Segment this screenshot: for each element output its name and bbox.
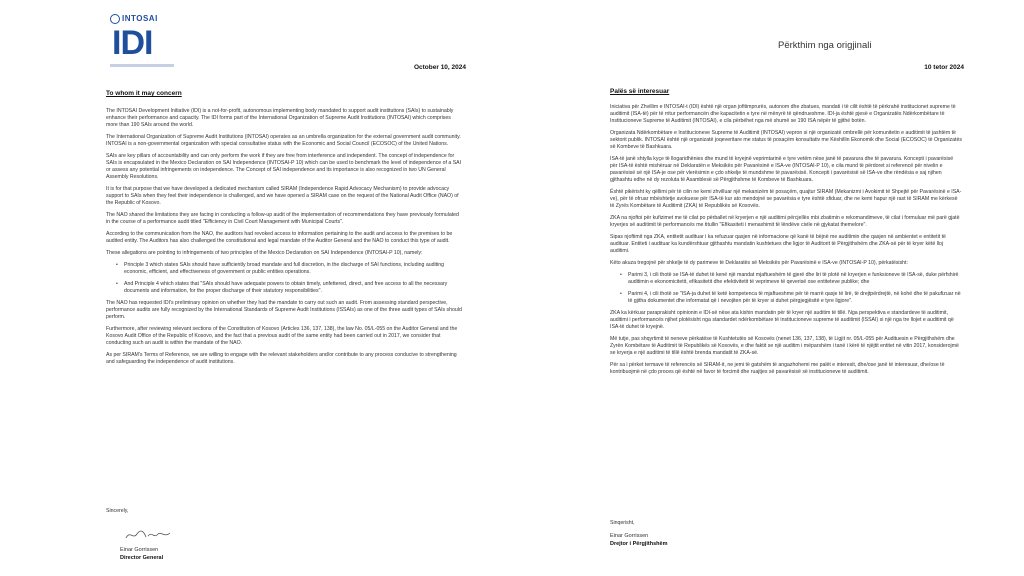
signer-name: Einar Gorrissen (120, 547, 159, 553)
letter-closing: Sinqerisht, (610, 520, 635, 526)
body-paragraph: Furthermore, after reviewing relevant sections of the Constitution of Kosovo (Articles 136, 137, 138), the law No. 05/L-055 on the Auditor General and the Kosovo Audit Office of the Republic of Kosovo, and the fact that a previous audit of the same entity had been carried out in 2017, we consider that conducting such an audit is within the mandate of the NAO. (106, 326, 458, 346)
signer-title: Drejtor i Përgjithshëm (610, 541, 668, 547)
translated-letter-page (590, 0, 974, 576)
logo-wordmark-top: INTOSAI (122, 14, 158, 23)
letter-date: October 10, 2024 (413, 64, 466, 71)
body-paragraph: Për sa i përket termave të referencës së SIRAM-it, ne jemi të gatshëm të angazhohemi me palët e interesit, dhe/ose janë të interesuar, dhe/ose të kontribuojmë në çdo proces që është në favor të forcimit dhe ruajtjes së pavarësisë së institucioneve të auditimit. (610, 362, 945, 375)
body-paragraph: ISA-të janë shtylla kyçe të llogaridhënies dhe mund të kryejnë veprimtarinë e tyre vetëm nëse janë të pavarura dhe të pavarura. Koncepti i pavarësisë për ISA-të është mishëruar në Deklaratën e Meksikës për Pavarësinë e ISA-ve (INTOSAI-P 10), e cila mund të përdoret si referencë për nivelin e pavarësisë së një ISA-je ose për vlerësimin e çdo shkelje të mundshme të pavarësisë. Koncepti i pavarësisë së ISA-ve dhe rëndësia e saj njihen gjithashtu edhe në dy rezoluta të Asamblesë së Përgjithshme të Kombeve të Bashkuara. (610, 156, 954, 183)
body-paragraph: The International Organization of Supreme Audit Institutions (INTOSAI) operates as an umbrella organization for the external government audit community. INTOSAI is a non-governmental organization with special consultative status with the Economic and Social Council (ECOSOC) of the United Nations. (106, 134, 461, 147)
signer-block (120, 546, 163, 562)
body-paragraph: SAIs are key pillars of accountability and can only perform the work if they are free from interference and independent. The concept of independence for SAIs is encapsulated in the Mexico Declaration on SAI Independence (INTOSAI-P 10) which can be used to benchmark the level of independence of a SAI or assess any potential infringements on independence. The Concept of SAI independence and its importance is also recognized in two UN General Assembly Resolutions. (106, 153, 462, 180)
body-paragraph: It is for that purpose that we have developed a dedicated mechanism called SIRAM (Independence Rapid Advocacy Mechanism) to provide advocacy support to SAIs when they feel their independence is challenged, and we have opened a SIRAM case on the request of the National Audit Office (NAO) of the Republic of Kosovo. (106, 186, 459, 206)
body-paragraph: The NAO has requested IDI's preliminary opinion on whether they had the mandate to carry out such an audit. From assessing standard perspective, performance audits are fully recognized by the International Standards of Supreme Audit Institutions (ISSAIs) as one of the three audit types of SAIs should perform. (106, 300, 462, 320)
letter-body (106, 108, 462, 371)
logo-wordmark: IDI (112, 24, 153, 62)
body-paragraph: The INTOSAI Development Initiative (IDI) is a not-for-profit, autonomous implementing body mandated to support audit institutions (SAIs) to sustainably enhance their performance and capacity. The IDI forms part of the International Organization of Supreme Audit Institutions (INTOSAI) which comprises more than 190 SAIs around the world. (106, 108, 454, 128)
logo-tagline-bar (110, 64, 174, 67)
letter-salutation: To whom it may concern (106, 90, 182, 97)
body-paragraph: These allegations are pointing to infringements of two principles of the Mexico Declaration on SAI Independence (INTOSAI-P 10), namely: (106, 250, 423, 256)
body-paragraph: Iniciativa për Zhvillim e INTOSAI-t (IDI) është një organ jofitimprurës, autonom dhe zbatues, mandati i të cilit është të përkrahë institucionet supreme të auditimit (ISA-të) për të rritur performancën dhe kapacitetin e tyre në mënyrë të qëndrueshme. IDI-ja është pjesë e Organizatës Ndërkombëtare të Institucioneve Supreme të Auditimit (INTOSAI), e cila përbëhet nga më shumë se 190 ISA nëpër të gjithë botën. (610, 104, 956, 124)
body-paragraph: Organizata Ndërkombëtare e Institucioneve Supreme të Auditimit (INTOSAI) vepron si një organizatë ombrellë për komunitetin e auditimit të jashtëm të sektorit publik. INTOSAI është një organizatë joqeveritare me status të posaçëm konsultativ me Këshillin Ekonomik dhe Social (ECOSOC) të Organizatës së Kombeve të Bashkuara. (610, 130, 962, 150)
idi-logo (110, 14, 176, 70)
body-paragraph: Është pikërisht ky qëllimi për të cilin ne kemi zhvilluar një mekanizëm të posaçëm, quajtur SIRAM (Mekanizmi i Avokimit të Shpejtë për Pavarësinë e ISA-ve), për të ofruar mbështetje avokuese për ISA-të kur ato mendojnë se pavarësia e tyre është sfiduar, dhe ne kemi hapur një rast të SIRAM me kërkesë të Zyrës Kombëtare të Auditimit (ZKA) të Republikës së Kosovës. (610, 189, 962, 209)
original-letter-page (96, 0, 480, 576)
principle-bullet: • Parimi 3, i cili thotë se ISA-të duhet të kenë një mandat mjaftueshëm të gjerë dhe liri të plotë në kryerjen e funksioneve të ISA-së, duke përfshirë auditimin e ekonomicitetit, efikasitetit dhe efektivitetit të veprimeve të qeverisë ose entiteteve publike; dhe (628, 272, 962, 286)
body-paragraph: According to the communication from the NAO, the auditors had revoked access to information pertaining to the audit and access to the premises to be audited entity. The Auditors has also challenged the constitutional and legal mandate of the Auditor General and the NAO to conduct this type of audit. (106, 231, 453, 244)
letter-body (610, 104, 962, 381)
principle-bullet: • Principle 3 which states SAIs should have sufficiently broad mandate and full discretion, in the discharge of SAI functions, including auditing economic, efficient, and effectiveness of government or public entities operations. (124, 262, 462, 276)
translation-note: Përkthim nga origjinali (778, 40, 872, 51)
body-paragraph: Më tutje, pas shqyrtimit të neneve përkatëse të Kushtetutës së Kosovës (nenet 136, 137, 138), të Ligjit nr. 05/L-055 për Audituesin e Përgjithshëm dhe Zyrën Kombëtare të Auditimit të Republikës së Kosovës, e dhe faktit se një auditim i mëparshëm i tanë i kërë të njëjtit entitet në vitin 2017, konsiderojmë se kryerja e një auditimi të tillë është brenda mandatit të ZKA-së. (610, 336, 959, 356)
principle-bullet: • And Principle 4 which states that "SAIs should have adequate powers to obtain timely, unfettered, direct, and free access to all the necessary documents and information, for the proper discharge of their statutory responsibilities". (124, 281, 462, 295)
letter-date: 10 tetor 2024 (924, 64, 964, 71)
body-paragraph: ZKA na njoftoi për kufizimet me të cilat po përballet në kryerjen e një auditimi përcjellës mbi zbatimin e rekomandimeve, të cilat i formuluar më parë gjatë kryerjes së auditimit të performancës me titullin "Efikasiteti i menaxhimit të lëndëve civile në gjykatat themelore". (610, 215, 960, 228)
body-paragraph: Sipas njoftimit nga ZKA, entitetit audituar i ka refuzuar qasjen në informacione që kanë të bëjnë me auditimin dhe qasjen në ambientet e entitetit të audituar. Entiteti i audituar ka kundërshtuar gjithashtu mandatin kushtetues dhe ligjor të Auditorit të Përgjithshëm dhe ZKA-së për të kryer këtë lloj auditimi. (610, 234, 946, 254)
signer-block (610, 532, 667, 548)
letter-closing: Sincerely, (106, 508, 129, 514)
signer-name: Einar Gorrissen (610, 533, 649, 539)
handwritten-signature (124, 528, 172, 542)
body-paragraph: ZKA ka kërkuar paraprakisht opinionin e IDI-së nëse ata kishin mandatin për të kryer një auditim të tillë. Nga perspektiva e standardeve të auditimit, auditimi i performancës njihet plotësisht nga standardet ndërkombëtare të institucioneve supreme të auditimit (ISSAI) si një nga tre llojet e auditimit që ISA-të duhet të kryejnë. (610, 310, 954, 330)
letter-salutation: Palës së interesuar (610, 88, 670, 95)
body-paragraph: As per SIRAM's Terms of Reference, we are willing to engage with the relevant stakeholders and/or contribute to any process conducive to strengthening and safeguarding the independence of audit institutions. (106, 352, 457, 365)
principle-bullet: • Parimi 4, i cili thotë se "ISA-ja duhet të ketë kompetenca të mjaftueshme për të marrë qasje të lirë, të drejtpërdrejtë, në kohë dhe të pakufizuar në të gjitha dokumentet dhe informatat që i nevojiten për të kryer si duhet përgjegjësitë e tyre ligjore". (628, 291, 962, 305)
signer-title: Director General (120, 555, 164, 561)
body-paragraph: Këto akuza tregojnë për shkelje të dy parimeve të Deklaratës së Meksikës për Pavarësinë e ISA-ve (INTOSAI-P 10), përkatësisht: (610, 260, 908, 266)
body-paragraph: The NAO shared the limitations they are facing in conducting a follow-up audit of the implementation of recommendations they have previously formulated in the course of a performance audit titled "Efficiency in Civil Court Management with Municipal Courts". (106, 212, 459, 225)
